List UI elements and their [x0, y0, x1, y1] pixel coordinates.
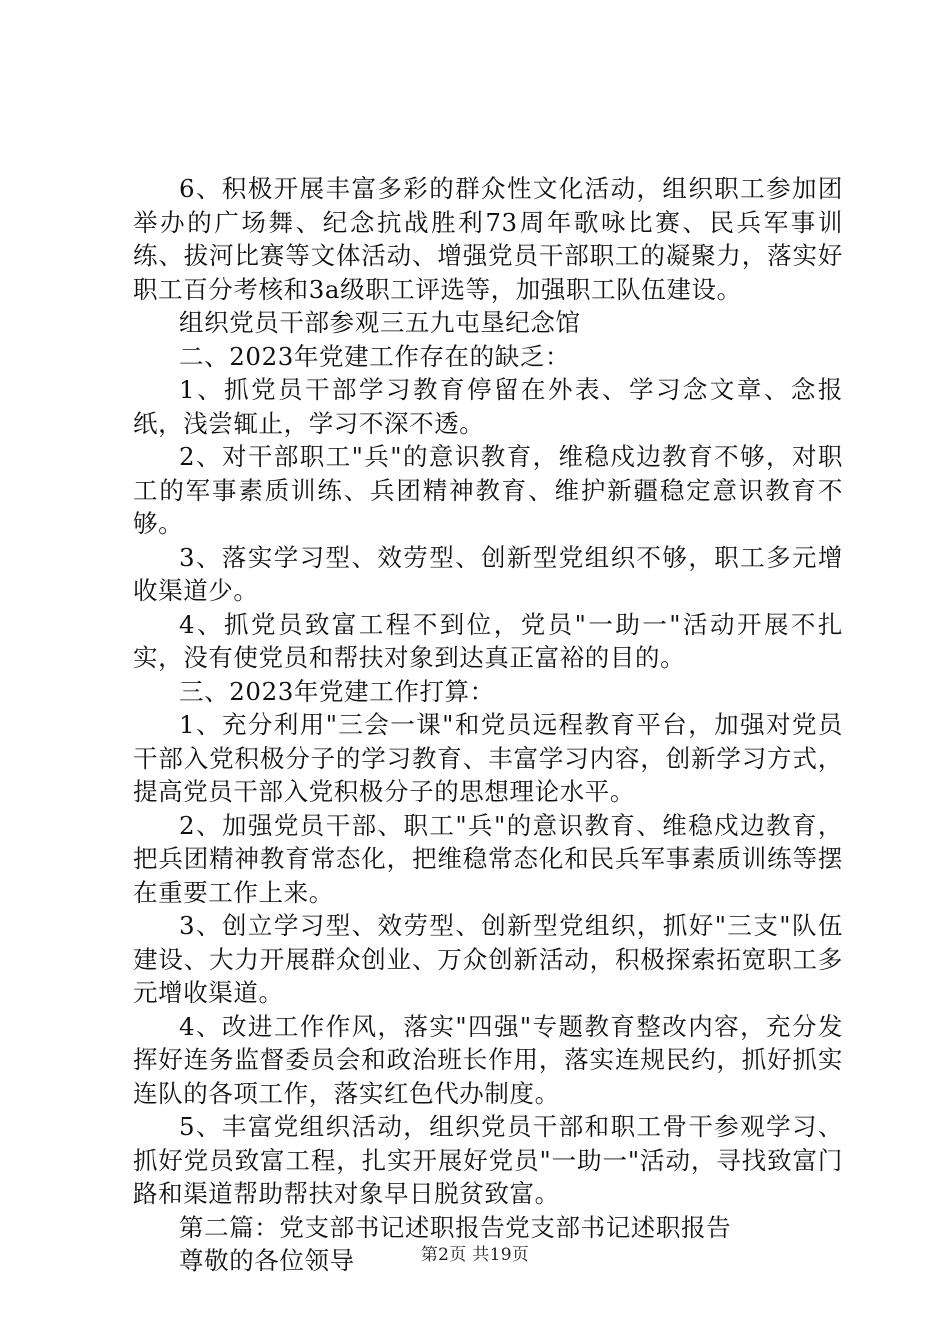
- paragraph-shortcoming-2: 2、对干部职工"兵"的意识教育，维稳戍边教育不够，对职工的军事素质训练、兵团精神教育、维护新疆稳定意识教育不够。: [133, 442, 843, 538]
- section-heading-shortcomings: 二、2023年党建工作存在的缺乏：: [179, 341, 571, 371]
- paragraph-plan-3: 3、创立学习型、效劳型、创新型党组织，抓好"三支"队伍建设、大力开展群众创业、万众创新活动，积极探索拓宽职工多元增收渠道。: [133, 911, 843, 1007]
- paragraph-plan-2: 2、加强党员干部、职工"兵"的意识教育、维稳戍边教育，把兵团精神教育常态化，把维稳常态化和民兵军事素质训练等摆在重要工作上来。: [133, 810, 843, 907]
- paragraph-museum-visit: 组织党员干部参观三五九屯垦纪念馆: [179, 308, 581, 337]
- paragraph-shortcoming-4: 4、抓党员致富工程不到位，党员"一助一"活动开展不扎实，没有使党员和帮扶对象到达真正富裕的目的。: [133, 609, 843, 672]
- paragraph-shortcoming-1: 1、抓党员干部学习教育停留在外表、学习念文章、念报纸，浅尝辄止，学习不深不透。: [133, 375, 843, 438]
- paragraph-plan-5: 5、丰富党组织活动，组织党员干部和职工骨干参观学习、抓好党员致富工程，扎实开展好党员"一助一"活动，寻找致富门路和渠道帮助帮扶对象早日脱贫致富。: [133, 1112, 843, 1208]
- paragraph-item-6-activities: 6、积极开展丰富多彩的群众性文化活动，组织职工参加团举办的广场舞、纪念抗战胜利73周年歌咏比赛、民兵军事训练、拔河比赛等文体活动、增强党员干部职工的凝聚力，落实好职工百分考核和3a级职工评选等，加强职工队伍建设。: [133, 174, 843, 304]
- paragraph-salutation: 尊敬的各位领导: [179, 1246, 355, 1275]
- document-body: [133, 172, 843, 1278]
- chapter-heading-second: 第二篇：党支部书记述职报告党支部书记述职报告: [179, 1212, 732, 1242]
- section-heading-plans: 三、2023年党建工作打算：: [179, 676, 495, 706]
- page-footer: [0, 1240, 950, 1265]
- paragraph-plan-1: 1、充分利用"三会一课"和党员远程教育平台，加强对党员干部入党积极分子的学习教育、丰富学习内容，创新学习方式，提高党员干部入党积极分子的思想理论水平。: [133, 710, 843, 806]
- paragraph-shortcoming-3: 3、落实学习型、效劳型、创新型党组织不够，职工多元增收渠道少。: [133, 542, 843, 605]
- paragraph-plan-4: 4、改进工作作风，落实"四强"专题教育整改内容，充分发挥好连务监督委员会和政治班长作用，落实连规民约，抓好抓实连队的各项工作，落实红色代办制度。: [133, 1011, 843, 1108]
- page-number-indicator: 第2页 共19页: [420, 1245, 530, 1265]
